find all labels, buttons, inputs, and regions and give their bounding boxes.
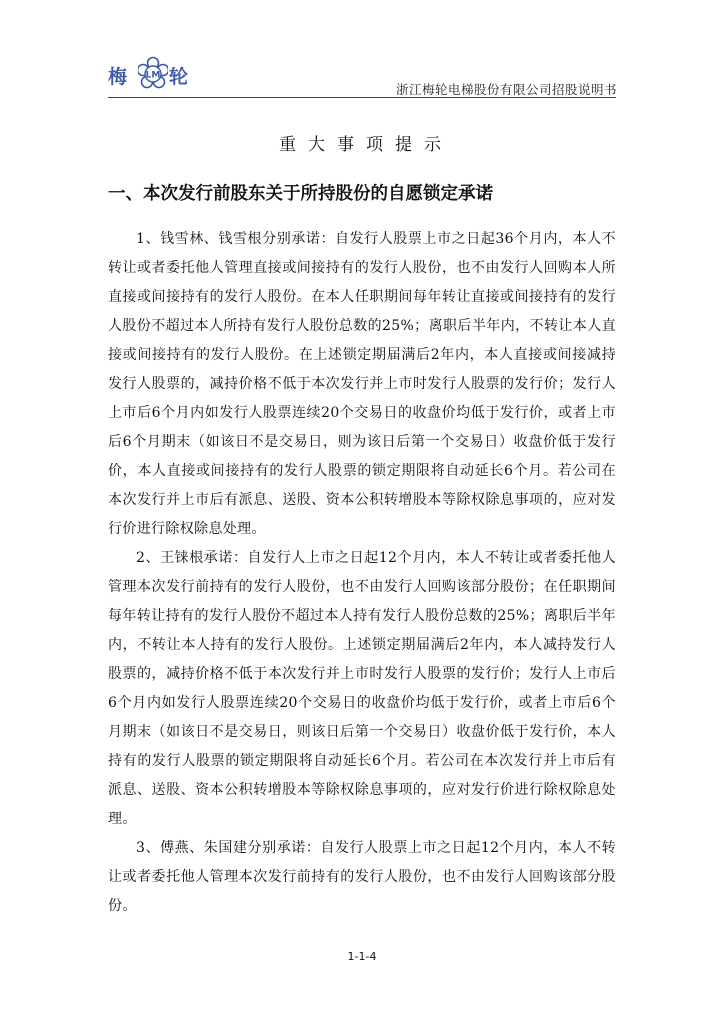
logo-right-char: 轮 (169, 66, 189, 88)
section-heading: 一、本次发行前股东关于所持股份的自愿锁定承诺 (108, 184, 493, 204)
running-header: 浙江梅轮电梯股份有限公司招股说明书 (395, 82, 617, 97)
logo-emblem-letters: LM (145, 70, 161, 81)
paragraph-1: 1、钱雪林、钱雪根分别承诺：自发行人股票上市之日起36个月内，本人不转让或者委托他人管理直接或间接持有的发行人股份，也不由发行人回购本人所直接或间接持有的发行人股份。在本人任职期间每年转让直接或间接持有的发行人股份不超过本人所持有发行人股份总数的25%；离职后半年内，不转让本人直接或间接持有的发行人股份。在上述锁定期届满后2年内，本人直接或间接减持发行人股票的，减持价格不低于本次发行并上市时发行人股票的发行价；发行人上市后6个月内如发行人股票连续20个交易日的收盘价均低于发行价，或者上市后6个月期末（如该日不是交易日，则为该日后第一个交易日）收盘价低于发行价，本人直接或间接持有的发行人股票的锁定期限将自动延长6个月。若公司在本次发行并上市后有派息、送股、资本公积转增股本等除权除息事项的，应对发行价进行除权除息处理。 (108, 231, 616, 537)
page-number: 1-1-4 (347, 950, 377, 963)
body-text (108, 225, 616, 921)
paragraph-3: 3、傅燕、朱国建分别承诺：自发行人股票上市之日起12个月内，本人不转让或者委托他人管理本次发行前持有的发行人股份，也不由发行人回购该部分股份。 (108, 840, 616, 914)
page-title: 重大事项提示 (279, 135, 453, 155)
logo-left-char: 梅 (108, 66, 128, 88)
plum-blossom-emblem-icon (138, 56, 168, 90)
paragraph-2: 2、王铼根承诺：自发行人上市之日起12个月内，本人不转让或者委托他人管理本次发行前持有的发行人股份，也不由发行人回购该部分股份；在任职期间每年转让持有的发行人股份不超过本人持有发行人股份总数的25%；离职后半年内，不转让本人持有的发行人股份。上述锁定期届满后2年内，本人减持发行人股票的，减持价格不低于本次发行并上市时发行人股票的发行价；发行人上市后6个月内如发行人股票连续20个交易日的收盘价均低于发行价，或者上市后6个月期末（如该日不是交易日，则该日后第一个交易日）收盘价低于发行价，本人持有的发行人股票的锁定期限将自动延长6个月。若公司在本次发行并上市后有派息、送股、资本公积转增股本等除权除息事项的，应对发行价进行除权除息处理。 (108, 550, 616, 827)
header-divider (108, 97, 616, 98)
company-logo (108, 56, 208, 96)
